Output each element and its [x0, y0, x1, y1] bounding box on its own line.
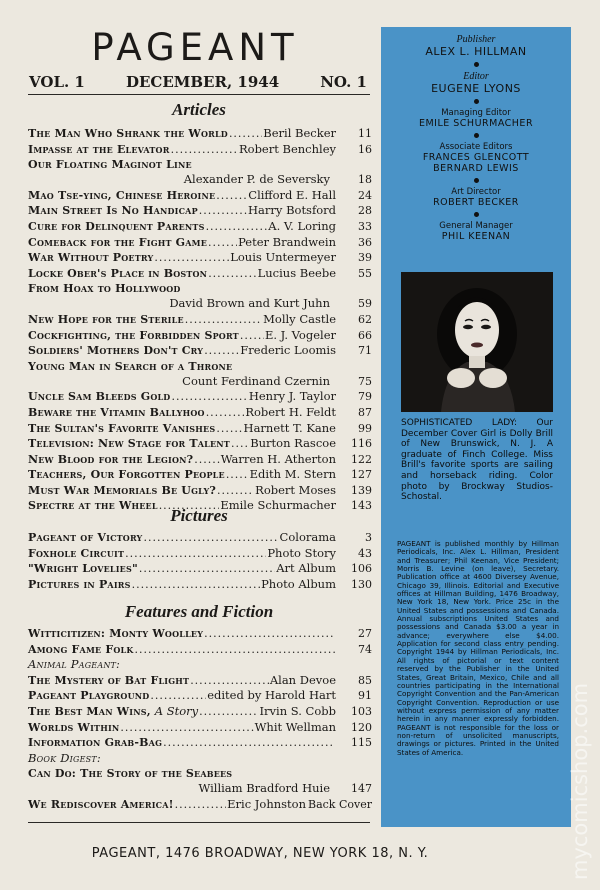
magazine-title: PAGEANT	[91, 26, 299, 69]
entry-title: The Mystery of Bat Flight	[28, 673, 190, 687]
entry-page: 59	[358, 297, 372, 311]
toc-entry	[28, 436, 372, 452]
entry-title: Worlds Within	[28, 720, 120, 734]
toc-entry-line	[28, 157, 372, 172]
entry-page: 120	[351, 720, 372, 734]
entry-page: 127	[351, 468, 372, 482]
entry-author: Irvin S. Cobb	[259, 703, 336, 718]
toc-entry-line	[28, 296, 372, 312]
entry-page: 87	[358, 405, 372, 419]
toc-entry	[28, 250, 372, 266]
toc-entry	[28, 405, 372, 421]
associate-editor-name: BERNARD LEWIS	[433, 163, 519, 174]
entry-page: 106	[351, 562, 372, 576]
entry-author: Beril Becker	[263, 126, 336, 140]
leader-dots	[185, 312, 262, 328]
separator-dot	[474, 99, 479, 104]
toc-entry	[28, 657, 372, 673]
entry-title: Foxhole Circuit	[28, 546, 125, 560]
publisher-name: ALEX L. HILLMAN	[425, 45, 527, 58]
leader-dots	[194, 452, 219, 468]
leader-dots	[171, 389, 247, 405]
toc-entry	[28, 626, 372, 642]
entry-title: Can Do: The Story of the Seabees	[28, 767, 233, 781]
entry-title: New Hope for the Sterile	[28, 312, 184, 326]
entry-author: edited by Harold Hart	[207, 688, 336, 703]
entry-page: 39	[358, 251, 372, 265]
entry-page: 71	[358, 344, 372, 358]
leader-dots	[206, 405, 245, 421]
entry-page: 11	[358, 127, 372, 140]
staff-masthead	[381, 34, 571, 242]
entry-title: The Best Man Wins,	[28, 704, 151, 718]
entry-author: E. J. Vogeler	[264, 327, 336, 342]
entry-page: 147	[351, 782, 372, 796]
toc-entry	[28, 359, 372, 390]
managing-editor-role: Managing Editor	[441, 108, 511, 118]
entry-title: Pageant of Victory	[28, 531, 143, 544]
entry-author: Alexander P. de Seversky	[183, 172, 330, 187]
entry-title: Mao Tse-ying, Chinese Heroine	[28, 188, 216, 202]
leader-dots	[190, 673, 269, 689]
toc-entry	[28, 343, 372, 359]
features-list	[28, 626, 372, 813]
entry-title: Young Man in Search of a Throne	[28, 359, 233, 373]
leader-dots	[135, 642, 336, 658]
entry-page: 79	[358, 390, 372, 404]
entry-title: The Sultan's Favorite Vanishes	[28, 421, 216, 435]
entry-author: Henry J. Taylor	[248, 389, 336, 404]
toc-entry	[28, 203, 372, 219]
entry-page: 3	[365, 531, 372, 544]
entry-page: 66	[358, 328, 372, 342]
toc-entry	[28, 688, 372, 704]
entry-page: 130	[351, 577, 372, 591]
editor-role: Editor	[463, 71, 489, 82]
entry-author: Harry Botsford	[248, 203, 336, 218]
entry-title: Comeback for the Fight Game	[28, 235, 208, 249]
entry-author: Eric Johnston	[227, 796, 306, 811]
articles-list	[28, 126, 372, 514]
footer-address: PAGEANT, 1476 BROADWAY, NEW YORK 18, N. Y.	[91, 846, 429, 861]
leader-dots	[199, 704, 258, 720]
cover-girl-photo	[401, 272, 553, 412]
leader-dots	[125, 546, 266, 562]
toc-entry	[28, 735, 372, 751]
leader-dots	[216, 188, 247, 204]
leader-dots	[154, 250, 229, 266]
separator-dot	[474, 62, 479, 67]
entry-page: 75	[358, 374, 372, 388]
entry-author: Alan Devoe	[269, 672, 336, 687]
leader-dots	[163, 735, 335, 751]
entry-page: 28	[358, 204, 372, 218]
entry-author: Photo Album	[261, 576, 336, 591]
entry-page: 24	[358, 188, 372, 202]
editor-name: EUGENE LYONS	[431, 82, 521, 95]
entry-page: 43	[358, 546, 372, 560]
entry-author: Robert H. Feldt	[245, 404, 336, 419]
entry-page: 16	[358, 142, 372, 156]
toc-entry	[28, 266, 372, 282]
leader-dots	[175, 797, 226, 813]
managing-editor-name: EMILE SCHURMACHER	[418, 118, 534, 129]
entry-title: Teachers, Our Forgotten People	[28, 468, 225, 482]
toc-entry-line	[28, 766, 372, 781]
entry-title: Pictures in Pairs	[28, 577, 131, 591]
toc-entry	[28, 797, 372, 813]
entry-author: Frederic Loomis	[240, 343, 336, 358]
entry-title: Impasse at the Elevator	[28, 142, 170, 156]
entry-page: 85	[358, 673, 372, 687]
leader-dots	[206, 219, 268, 235]
entry-title: Witticitizen: Monty Woolley	[28, 627, 204, 640]
entry-title: Cockfighting, the Forbidden Sport	[28, 328, 239, 342]
entry-author: Molly Castle	[263, 311, 336, 326]
volume-label: VOL. 1	[29, 73, 85, 91]
entry-author: Photo Story	[267, 545, 336, 560]
entry-author: Warren H. Atherton	[220, 451, 336, 466]
entry-title: Information Grab-Bag	[28, 736, 163, 750]
entry-title: Our Floating Maginot Line	[28, 158, 192, 172]
pictures-heading: Pictures	[170, 506, 228, 525]
header-rule	[28, 94, 370, 95]
issue-number: NO. 1	[320, 73, 367, 91]
entry-page: 62	[358, 312, 372, 326]
articles-heading: Articles	[172, 100, 226, 119]
toc-entry	[28, 546, 372, 562]
entry-page: 116	[351, 437, 372, 451]
associate-editors-role: Associate Editors	[439, 142, 513, 152]
toc-entry	[28, 766, 372, 797]
entry-title: Locke Ober's Place in Boston	[28, 266, 208, 280]
entry-title: War Without Poetry	[28, 251, 154, 265]
entry-author: Louis Untermeyer	[230, 250, 336, 265]
entry-title: Animal Pageant:	[28, 657, 121, 672]
entry-author: A. V. Loring	[268, 218, 336, 233]
associate-editor-name: FRANCES GLENCOTT	[422, 152, 530, 163]
entry-title: Television: New Stage for Talent	[28, 437, 230, 451]
entry-title: Book Digest:	[28, 750, 101, 765]
toc-entry	[28, 219, 372, 235]
toc-entry	[28, 642, 372, 658]
entry-page: 27	[358, 627, 372, 640]
entry-page: 99	[358, 421, 372, 435]
pictures-list	[28, 530, 372, 592]
leader-dots	[208, 266, 256, 282]
toc-entry	[28, 483, 372, 499]
entry-author: William Bradford Huie	[198, 781, 330, 796]
toc-entry	[28, 751, 372, 767]
leader-dots	[150, 688, 206, 704]
toc-entry-line	[28, 281, 372, 296]
entry-page: Back Cover	[308, 797, 372, 811]
toc-entry-line	[28, 374, 372, 390]
toc-entry	[28, 188, 372, 204]
art-director-role: Art Director	[451, 187, 501, 197]
entry-page: 103	[351, 704, 372, 718]
leader-dots	[208, 235, 237, 251]
toc-entry-line	[28, 172, 372, 188]
entry-title: Uncle Sam Bleeds Gold	[28, 390, 171, 404]
entry-page: 143	[351, 499, 372, 513]
entry-title-suffix: A Story	[154, 703, 199, 718]
portrait-illustration	[401, 272, 553, 412]
leader-dots	[229, 126, 262, 142]
toc-entry	[28, 704, 372, 720]
toc-entry	[28, 235, 372, 251]
toc-entry	[28, 421, 372, 437]
entry-title: Beware the Vitamin Ballyhoo	[28, 405, 205, 419]
general-manager-name: PHIL KEENAN	[441, 231, 511, 242]
publication-notice: PAGEANT is published monthly by Hillman Periodicals, Inc. Alex L. Hillman, President and Treasurer; Phil Keenan, Vice President; Morris B. Levine (on leave), Secretary. Publication office at 4600 Diversey Avenue, Chicago 39, Illinois. Editorial and Executive offices at Hillman Building, 1476 Broadway, New York 18, New York. Price 25c in the United States and possessions and Canada. Annual subscriptions United States and possessions and Canada $3.00 a year in advance; everywhere else $4.00. Application for second class entry pending. Copyright 1944 by Hillman Periodicals, Inc. All rights of pictorial or text content reserved by the Publisher in the United States, Great Britain, Mexico, Chile and all countries participating in the International Copyright Convention and the Pan-American Copyright Convention. Reproduction or use without express permission of any matter herein in any manner expressly forbidden. PAGEANT is not responsible for the loss or non-return of unsolicited manuscripts, drawings or pictures. Printed in the United States of America.	[397, 539, 559, 757]
toc-entry	[28, 561, 372, 577]
toc-entry	[28, 281, 372, 312]
entry-title: New Blood for the Legion?	[28, 452, 194, 466]
toc-entry-line	[28, 359, 372, 374]
entry-page: 36	[358, 235, 372, 249]
toc-entry	[28, 530, 372, 546]
separator-dot	[474, 133, 479, 138]
toc-entry	[28, 157, 372, 188]
toc-entry	[28, 126, 372, 142]
entry-page: 55	[358, 266, 372, 280]
contents-bottom-rule	[28, 822, 370, 823]
leader-dots	[199, 203, 247, 219]
entry-author: Harnett T. Kane	[243, 420, 336, 435]
entry-author: Robert Moses	[255, 482, 336, 497]
toc-entry	[28, 389, 372, 405]
entry-title: Spectre at the Wheel	[28, 499, 158, 513]
entry-title: Among Fame Folk	[28, 642, 134, 656]
entry-author: Count Ferdinand Czernin	[182, 373, 330, 388]
entry-author: Clifford E. Hall	[248, 187, 336, 202]
art-director-name: ROBERT BECKER	[433, 197, 519, 208]
leader-dots	[204, 626, 335, 642]
toc-entry-line	[28, 781, 372, 797]
entry-author: David Brown and Kurt Juhn	[169, 296, 330, 311]
entry-author: Art Album	[276, 561, 336, 576]
entry-title: The Man Who Shrank the World	[28, 127, 228, 140]
separator-dot	[474, 178, 479, 183]
entry-title: "Wright Lovelies"	[28, 562, 138, 576]
toc-entry	[28, 452, 372, 468]
toc-entry	[28, 673, 372, 689]
toc-entry	[28, 720, 372, 736]
leader-dots	[171, 142, 238, 158]
general-manager-role: General Manager	[439, 221, 513, 231]
toc-entry	[28, 142, 372, 158]
leader-dots	[132, 577, 260, 593]
separator-dot	[474, 212, 479, 217]
entry-title: From Hoax to Hollywood	[28, 282, 181, 296]
leader-dots	[231, 436, 249, 452]
entry-author: Emile Schurmacher	[220, 498, 336, 513]
entry-author: Colorama	[279, 530, 336, 544]
entry-author: Burton Rascoe	[250, 436, 336, 451]
entry-title: Soldiers' Mothers Don't Cry	[28, 344, 204, 358]
watermark: mycomicshop.com	[568, 682, 592, 880]
entry-title: Main Street Is No Handicap	[28, 204, 198, 218]
entry-author: Whit Wellman	[254, 719, 336, 734]
entry-page: 33	[358, 219, 372, 233]
leader-dots	[217, 483, 254, 499]
entry-page: 91	[358, 689, 372, 703]
leader-dots	[139, 561, 275, 577]
features-heading: Features and Fiction	[124, 602, 274, 621]
entry-page: 18	[358, 173, 372, 187]
leader-dots	[143, 530, 278, 546]
leader-dots	[240, 328, 264, 344]
entry-author: Peter Brandwein	[238, 234, 336, 249]
entry-author: Lucius Beebe	[257, 265, 336, 280]
toc-entry	[28, 467, 372, 483]
entry-page: 122	[351, 452, 372, 466]
entry-page: 74	[358, 642, 372, 656]
entry-title: Must War Memorials Be Ugly?	[28, 483, 216, 497]
entry-page: 139	[351, 483, 372, 497]
leader-dots	[216, 421, 242, 437]
entry-author: Robert Benchley	[238, 141, 336, 156]
entry-page: 115	[351, 736, 372, 750]
cover-caption: SOPHISTICATED LADY: Our December Cover Girl is Dolly Brill of New Brunswick, N. J. A graduate of Finch College. Miss Brill's favorite sports are sailing and horseback riding. Color photo by Brockway Studios-Schostal.	[401, 418, 553, 503]
leader-dots	[120, 720, 253, 736]
publisher-role: Publisher	[456, 34, 496, 45]
issue-info	[29, 73, 367, 91]
issue-date: DECEMBER, 1944	[125, 73, 280, 91]
entry-title: Cure for Delinquent Parents	[28, 219, 205, 233]
toc-entry	[28, 577, 372, 593]
entry-author: Edith M. Stern	[249, 467, 336, 482]
entry-title: We Rediscover America!	[28, 797, 174, 811]
entry-title: Pageant Playground	[28, 689, 150, 703]
leader-dots	[226, 467, 249, 483]
leader-dots	[204, 343, 239, 359]
toc-entry	[28, 312, 372, 328]
toc-entry	[28, 328, 372, 344]
